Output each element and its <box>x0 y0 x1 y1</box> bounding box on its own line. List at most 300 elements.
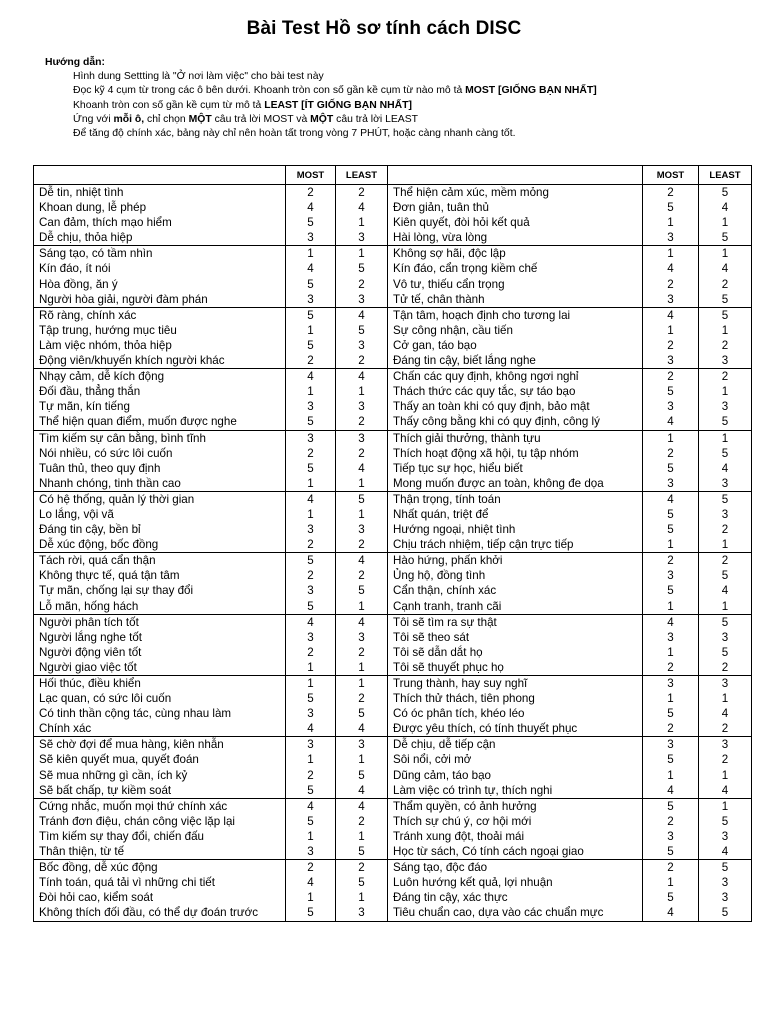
phrase-item: Động viên/khuyến khích người khác <box>39 354 225 368</box>
phrase-item: Thích giải thưởng, thành tựu <box>393 431 541 445</box>
most-score[interactable]: 3 <box>667 354 674 368</box>
left-items-cell <box>34 185 286 246</box>
least-score[interactable]: 4 <box>358 308 365 322</box>
most-score[interactable]: 2 <box>667 554 674 568</box>
least-header-right: LEAST <box>699 166 752 185</box>
least-score[interactable]: 1 <box>358 660 365 674</box>
phrase-item: Tận tâm, hoạch định cho tương lai <box>393 308 571 322</box>
phrase-item: Chấn các quy định, không ngơi nghỉ <box>393 370 579 384</box>
least-score[interactable]: 3 <box>358 431 365 445</box>
phrase-item: Mong muốn được an toàn, không đe dọa <box>393 476 604 490</box>
most-score[interactable]: 3 <box>667 231 674 245</box>
least-score[interactable]: 4 <box>358 554 365 568</box>
most-score[interactable]: 5 <box>667 799 674 813</box>
phrase-item: Sáng tạo, độc đáo <box>393 861 488 875</box>
most-score[interactable]: 5 <box>307 554 314 568</box>
phrase-item: Thẩm quyền, có ảnh hưởng <box>393 799 537 813</box>
phrase-item: Đối đầu, thẳng thắn <box>39 385 141 399</box>
least-score[interactable]: 5 <box>358 262 365 276</box>
most-score[interactable]: 5 <box>667 891 674 905</box>
phrase-item: Hào hứng, phấn khởi <box>393 554 503 568</box>
instruction-line-3 <box>45 99 745 113</box>
least-score[interactable]: 2 <box>358 569 365 583</box>
right-items-cell <box>388 860 643 921</box>
most-score[interactable]: 2 <box>667 660 674 674</box>
most-score[interactable]: 4 <box>667 415 674 429</box>
least-score[interactable]: 2 <box>721 753 729 767</box>
phrase-item: Cở gan, táo bạo <box>393 338 477 352</box>
most-score[interactable]: 3 <box>307 630 314 644</box>
right-least-cell <box>699 798 752 859</box>
least-score[interactable]: 1 <box>721 599 729 613</box>
instruction-line-2 <box>45 84 745 98</box>
most-score[interactable]: 2 <box>307 645 314 659</box>
phrase-item: Tôi sẽ tìm ra sự thật <box>393 615 497 629</box>
left-least-cell <box>336 307 388 368</box>
instruction-line-1 <box>45 70 745 84</box>
phrase-item: Tôi sẽ dẫn dắt họ <box>393 645 483 659</box>
most-score[interactable]: 3 <box>667 400 674 414</box>
most-score[interactable]: 5 <box>307 906 314 920</box>
least-score[interactable]: 3 <box>358 400 365 414</box>
phrase-item: Bốc đồng, dễ xúc động <box>39 861 158 875</box>
phrase-item: Thích sự chú ý, cơ hội mới <box>393 814 532 828</box>
phrase-item: Chính xác <box>39 722 92 736</box>
most-score[interactable]: 1 <box>667 692 674 706</box>
table-row-group <box>34 614 752 675</box>
most-score[interactable]: 3 <box>667 569 674 583</box>
least-score[interactable]: 3 <box>358 292 365 306</box>
least-score[interactable]: 1 <box>721 692 729 706</box>
phrase-item: Tôi sẽ thuyết phục họ <box>393 660 504 674</box>
least-score[interactable]: 2 <box>358 645 365 659</box>
phrase-item: Sẽ mua những gì cần, ích kỷ <box>39 768 188 782</box>
instructions-block <box>45 56 745 141</box>
left-least-cell <box>336 614 388 675</box>
most-score[interactable]: 5 <box>667 845 674 859</box>
most-score[interactable]: 5 <box>307 692 314 706</box>
most-header-left: MOST <box>286 166 336 185</box>
least-score[interactable]: 2 <box>721 277 729 291</box>
least-score[interactable]: 4 <box>721 707 729 721</box>
most-score[interactable]: 1 <box>307 247 314 261</box>
least-score[interactable]: 5 <box>721 645 729 659</box>
most-score[interactable]: 1 <box>307 891 314 905</box>
most-score[interactable]: 5 <box>307 277 314 291</box>
most-score[interactable]: 3 <box>307 231 314 245</box>
least-score[interactable]: 1 <box>721 385 729 399</box>
least-score[interactable]: 1 <box>721 216 729 230</box>
most-score[interactable]: 2 <box>667 277 674 291</box>
disc-table-body <box>34 185 752 922</box>
most-score[interactable]: 3 <box>667 829 674 843</box>
instruction-line-4 <box>45 113 745 127</box>
phrase-item: Tránh đơn điệu, chán công việc lặp lại <box>39 814 236 828</box>
least-score[interactable]: 5 <box>358 492 365 506</box>
right-least-cell <box>699 185 752 246</box>
least-score[interactable]: 3 <box>721 677 729 690</box>
least-score[interactable]: 3 <box>358 630 365 644</box>
least-score[interactable]: 3 <box>721 400 729 414</box>
least-score[interactable]: 4 <box>721 845 729 859</box>
least-score[interactable]: 5 <box>721 446 729 460</box>
least-score[interactable]: 5 <box>721 308 729 322</box>
least-score[interactable]: 4 <box>358 201 365 215</box>
least-score[interactable]: 5 <box>721 415 729 429</box>
instruction-emphasis: LEAST [ÍT GIỐNG BẠN NHẤT] <box>264 99 412 111</box>
most-score[interactable]: 5 <box>667 707 674 721</box>
least-score[interactable]: 2 <box>721 660 729 674</box>
least-score[interactable]: 5 <box>721 292 729 306</box>
right-most-cell <box>643 860 699 921</box>
most-score[interactable]: 4 <box>307 722 314 736</box>
phrase-item: Luôn hướng kết quả, lợi nhuận <box>393 876 553 890</box>
most-score[interactable]: 5 <box>667 523 674 537</box>
least-score[interactable]: 2 <box>358 692 365 706</box>
phrase-item: Dễ chịu, thỏa hiệp <box>39 231 133 245</box>
most-score[interactable]: 3 <box>307 707 314 721</box>
left-most-cell <box>286 798 336 859</box>
least-score[interactable]: 4 <box>358 461 365 475</box>
left-items-cell <box>34 614 286 675</box>
most-score[interactable]: 2 <box>667 861 674 875</box>
left-items-cell <box>34 860 286 921</box>
most-score[interactable]: 2 <box>307 569 314 583</box>
table-row-group <box>34 246 752 307</box>
right-least-cell <box>699 860 752 921</box>
most-score[interactable]: 4 <box>307 201 314 215</box>
phrase-item: Người lắng nghe tốt <box>39 630 143 644</box>
phrase-item: Sẽ bất chấp, tự kiềm soát <box>39 783 172 797</box>
least-score[interactable]: 5 <box>721 861 729 875</box>
least-score[interactable]: 5 <box>358 845 365 859</box>
instruction-text: Hình dung Settting là "Ở nơi làm việc" cho bài test này <box>73 71 324 83</box>
phrase-item: Vô tư, thiếu cẩn trọng <box>393 277 505 291</box>
least-score[interactable]: 1 <box>358 891 365 905</box>
least-score[interactable]: 2 <box>721 370 729 384</box>
most-score[interactable]: 2 <box>307 861 314 875</box>
table-row-group <box>34 553 752 614</box>
instruction-text: Ứng với <box>73 113 114 125</box>
least-score[interactable]: 4 <box>721 783 729 797</box>
least-score[interactable]: 2 <box>358 814 365 828</box>
table-row-group <box>34 798 752 859</box>
most-score[interactable]: 5 <box>307 814 314 828</box>
most-score[interactable]: 2 <box>667 370 674 384</box>
left-most-cell <box>286 614 336 675</box>
most-score[interactable]: 5 <box>307 308 314 322</box>
least-score[interactable]: 5 <box>721 906 729 920</box>
most-score[interactable]: 3 <box>307 845 314 859</box>
least-score[interactable]: 2 <box>721 554 729 568</box>
least-score[interactable]: 5 <box>358 323 365 337</box>
most-score[interactable]: 5 <box>667 584 674 598</box>
most-score[interactable]: 5 <box>307 338 314 352</box>
least-score[interactable]: 5 <box>721 186 729 199</box>
most-score[interactable]: 4 <box>307 262 314 276</box>
right-most-cell <box>643 369 699 430</box>
most-score[interactable]: 3 <box>667 476 674 490</box>
phrase-item: Sự công nhận, cầu tiến <box>393 323 513 337</box>
left-most-cell <box>286 430 336 491</box>
least-score[interactable]: 3 <box>721 507 729 521</box>
least-score[interactable]: 4 <box>358 370 365 384</box>
phrase-item: Dễ tin, nhiệt tình <box>39 186 124 199</box>
phrase-item: Dễ chịu, dễ tiếp cận <box>393 738 496 752</box>
most-score[interactable]: 5 <box>307 783 314 797</box>
phrase-item: Tránh xung đột, thoải mái <box>393 829 525 843</box>
least-score[interactable]: 2 <box>721 722 729 736</box>
right-least-cell <box>699 676 752 737</box>
table-row-group <box>34 430 752 491</box>
right-items-cell <box>388 798 643 859</box>
least-score[interactable]: 5 <box>721 569 729 583</box>
right-most-cell <box>643 246 699 307</box>
least-score[interactable]: 3 <box>721 476 729 490</box>
most-score[interactable]: 4 <box>307 492 314 506</box>
most-score[interactable]: 1 <box>307 660 314 674</box>
left-least-cell <box>336 491 388 552</box>
least-score[interactable]: 2 <box>721 523 729 537</box>
phrase-item: Người hòa giải, người đàm phán <box>39 292 208 306</box>
least-score[interactable]: 5 <box>358 584 365 598</box>
least-score[interactable]: 1 <box>721 431 729 445</box>
right-item-header <box>388 166 643 185</box>
phrase-item: Nói nhiều, có sức lôi cuốn <box>39 446 173 460</box>
right-least-cell <box>699 614 752 675</box>
least-score[interactable]: 3 <box>721 829 729 843</box>
right-most-cell <box>643 307 699 368</box>
phrase-item: Tính toán, quá tải vì những chi tiết <box>39 876 215 890</box>
least-score[interactable]: 3 <box>721 891 729 905</box>
phrase-item: Đòi hỏi cao, kiểm soát <box>39 891 154 905</box>
phrase-item: Làm việc có trình tự, thích nghi <box>393 783 553 797</box>
most-score[interactable]: 5 <box>667 385 674 399</box>
most-score[interactable]: 5 <box>667 461 674 475</box>
most-score[interactable]: 2 <box>307 186 314 199</box>
least-score[interactable]: 1 <box>358 385 365 399</box>
most-score[interactable]: 5 <box>307 461 314 475</box>
least-score[interactable]: 3 <box>358 523 365 537</box>
least-score[interactable]: 1 <box>358 677 365 690</box>
phrase-item: Tử tế, chân thành <box>393 292 485 306</box>
least-score[interactable]: 3 <box>721 354 729 368</box>
most-score[interactable]: 4 <box>667 615 674 629</box>
most-score[interactable]: 4 <box>667 783 674 797</box>
left-items-cell <box>34 676 286 737</box>
most-score[interactable]: 3 <box>307 738 314 752</box>
least-score[interactable]: 2 <box>358 415 365 429</box>
most-score[interactable]: 2 <box>667 446 674 460</box>
least-score[interactable]: 4 <box>358 615 365 629</box>
left-items-cell <box>34 369 286 430</box>
least-score[interactable]: 1 <box>721 247 729 261</box>
least-score[interactable]: 3 <box>358 338 365 352</box>
most-score[interactable]: 5 <box>667 201 674 215</box>
right-least-cell <box>699 430 752 491</box>
least-score[interactable]: 1 <box>358 216 365 230</box>
phrase-item: Nhanh chóng, tinh thần cao <box>39 476 181 490</box>
phrase-item: Dễ xúc động, bốc đồng <box>39 538 159 552</box>
most-score[interactable]: 3 <box>667 738 674 752</box>
phrase-item: Có tinh thần cộng tác, cùng nhau làm <box>39 707 232 721</box>
least-score[interactable]: 4 <box>721 262 729 276</box>
most-score[interactable]: 1 <box>667 323 674 337</box>
phrase-item: Kiên quyết, đòi hỏi kết quả <box>393 216 530 230</box>
most-score[interactable]: 1 <box>667 599 674 613</box>
most-score[interactable]: 3 <box>667 630 674 644</box>
phrase-item: Đáng tin cậy, xác thực <box>393 891 508 905</box>
right-items-cell <box>388 676 643 737</box>
least-score[interactable]: 4 <box>721 461 729 475</box>
left-most-cell <box>286 491 336 552</box>
least-score[interactable]: 3 <box>721 876 729 890</box>
left-most-cell <box>286 737 336 798</box>
least-score[interactable]: 1 <box>358 247 365 261</box>
least-score[interactable]: 3 <box>721 630 729 644</box>
least-score[interactable]: 4 <box>358 783 365 797</box>
left-items-cell <box>34 491 286 552</box>
most-score[interactable]: 3 <box>307 523 314 537</box>
right-items-cell <box>388 553 643 614</box>
right-least-cell <box>699 369 752 430</box>
phrase-item: Hối thúc, điều khiển <box>39 677 141 690</box>
most-score[interactable]: 5 <box>667 753 674 767</box>
least-score[interactable]: 4 <box>358 722 365 736</box>
most-score[interactable]: 2 <box>667 814 674 828</box>
least-score[interactable]: 5 <box>358 876 365 890</box>
least-score[interactable]: 2 <box>358 446 365 460</box>
most-score[interactable]: 1 <box>667 247 674 261</box>
least-score[interactable]: 1 <box>358 753 365 767</box>
least-score[interactable]: 4 <box>721 584 729 598</box>
most-score[interactable]: 1 <box>307 476 314 490</box>
least-score[interactable]: 2 <box>358 861 365 875</box>
least-score[interactable]: 3 <box>358 738 365 752</box>
instruction-emphasis: MỘT <box>310 113 334 125</box>
most-score[interactable]: 1 <box>667 216 674 230</box>
most-score[interactable]: 4 <box>667 308 674 322</box>
most-score[interactable]: 4 <box>667 906 674 920</box>
most-score[interactable]: 1 <box>307 507 314 521</box>
most-score[interactable]: 1 <box>667 538 674 552</box>
least-score[interactable]: 4 <box>721 201 729 215</box>
most-score[interactable]: 2 <box>307 538 314 552</box>
most-score[interactable]: 3 <box>307 292 314 306</box>
least-score[interactable]: 2 <box>358 354 365 368</box>
most-score[interactable]: 2 <box>667 338 674 352</box>
most-score[interactable]: 2 <box>307 354 314 368</box>
right-most-cell <box>643 798 699 859</box>
most-score[interactable]: 1 <box>667 768 674 782</box>
most-score[interactable]: 3 <box>307 584 314 598</box>
most-score[interactable]: 2 <box>667 722 674 736</box>
least-score[interactable]: 5 <box>721 814 729 828</box>
least-score[interactable]: 5 <box>721 231 729 245</box>
phrase-item: Đáng tin cậy, bền bỉ <box>39 523 141 537</box>
most-score[interactable]: 3 <box>307 431 314 445</box>
most-score[interactable]: 4 <box>667 262 674 276</box>
least-score[interactable]: 1 <box>358 476 365 490</box>
most-header-right: MOST <box>643 166 699 185</box>
phrase-item: Thích thử thách, tiên phong <box>393 692 535 706</box>
table-row-group <box>34 185 752 246</box>
least-score[interactable]: 2 <box>358 186 365 199</box>
least-score[interactable]: 5 <box>721 492 729 506</box>
least-score[interactable]: 1 <box>721 323 729 337</box>
phrase-item: Hòa đồng, ăn ý <box>39 277 118 291</box>
most-score[interactable]: 1 <box>307 323 314 337</box>
right-items-cell <box>388 737 643 798</box>
right-items-cell <box>388 430 643 491</box>
least-score[interactable]: 1 <box>358 599 365 613</box>
phrase-item: Không thích đối đầu, có thể dự đoán trước <box>39 906 259 920</box>
least-score[interactable]: 1 <box>721 768 729 782</box>
most-score[interactable]: 4 <box>667 492 674 506</box>
left-items-cell <box>34 798 286 859</box>
most-score[interactable]: 2 <box>307 768 314 782</box>
least-score[interactable]: 1 <box>721 538 729 552</box>
most-score[interactable]: 5 <box>667 507 674 521</box>
phrase-item: Tập trung, hướng mục tiêu <box>39 323 177 337</box>
most-score[interactable]: 2 <box>667 186 674 199</box>
most-score[interactable]: 5 <box>307 599 314 613</box>
phrase-item: Có hệ thống, quản lý thời gian <box>39 492 195 506</box>
most-score[interactable]: 2 <box>307 446 314 460</box>
least-score[interactable]: 3 <box>358 906 365 920</box>
right-items-cell <box>388 614 643 675</box>
least-score[interactable]: 4 <box>358 799 365 813</box>
least-score[interactable]: 1 <box>721 799 729 813</box>
table-row-group <box>34 369 752 430</box>
table-row-group <box>34 307 752 368</box>
phrase-item: Tuân thủ, theo quy định <box>39 461 161 475</box>
least-score[interactable]: 5 <box>358 707 365 721</box>
most-score[interactable]: 4 <box>307 876 314 890</box>
least-score[interactable]: 3 <box>358 231 365 245</box>
most-score[interactable]: 1 <box>667 876 674 890</box>
most-score[interactable]: 3 <box>667 677 674 690</box>
most-score[interactable]: 1 <box>307 829 314 843</box>
most-score[interactable]: 1 <box>307 385 314 399</box>
most-score[interactable]: 5 <box>307 216 314 230</box>
phrase-item: Dũng cảm, táo bạo <box>393 768 491 782</box>
most-score[interactable]: 4 <box>307 799 314 813</box>
right-items-cell <box>388 185 643 246</box>
least-score[interactable]: 5 <box>358 768 365 782</box>
least-score[interactable]: 5 <box>721 615 729 629</box>
most-score[interactable]: 5 <box>307 415 314 429</box>
phrase-item: Được yêu thích, có tính thuyết phục <box>393 722 578 736</box>
most-score[interactable]: 1 <box>667 431 674 445</box>
least-score[interactable]: 1 <box>358 829 365 843</box>
most-score[interactable]: 4 <box>307 615 314 629</box>
least-score[interactable]: 2 <box>358 277 365 291</box>
least-score[interactable]: 2 <box>721 338 729 352</box>
most-score[interactable]: 3 <box>667 292 674 306</box>
least-score[interactable]: 2 <box>358 538 365 552</box>
least-header-left: LEAST <box>336 166 388 185</box>
table-row-group <box>34 676 752 737</box>
least-score[interactable]: 3 <box>721 738 729 752</box>
most-score[interactable]: 4 <box>307 370 314 384</box>
phrase-item: Thích hoạt động xã hội, tụ tập nhóm <box>393 446 579 460</box>
most-score[interactable]: 3 <box>307 400 314 414</box>
most-score[interactable]: 1 <box>667 645 674 659</box>
least-score[interactable]: 1 <box>358 507 365 521</box>
most-score[interactable]: 1 <box>307 753 314 767</box>
most-score[interactable]: 1 <box>307 677 314 690</box>
